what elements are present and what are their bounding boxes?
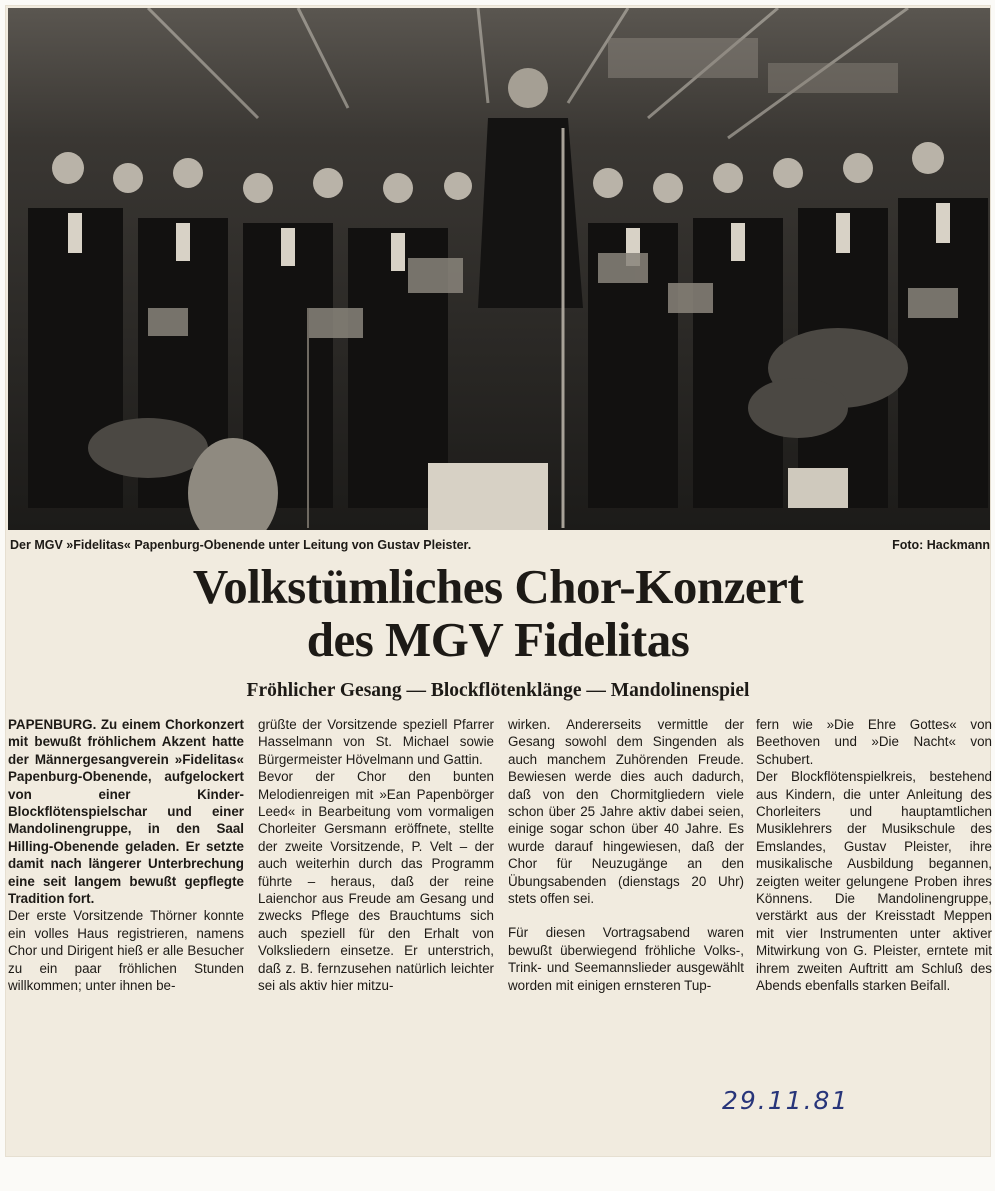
paragraph: Für diesen Vortragsabend waren bewußt überwiegend fröhliche Volks-, Trink- und Seemannslieder ausgewählt worden mit einigen ernsteren Tup- bbox=[508, 925, 744, 993]
paragraph: Der Blockflötenspielkreis, bestehend aus Kindern, die unter Anleitung des Chorleiters und hauptamtlichen Musiklehrers der Musikschule des Emslandes, Gustav Pleister, ihre musikalische Ausbildung begannen, zeigten weiter gelungene Proben ihres Könnens. Die Mandolinengruppe, verstärkt aus der Kreisstadt Meppen mit vier Instrumenten unter aktiver Mitwirkung von G. Pleister, erntete mit ihrem zweiten Auftritt am Schluß des Abends ebenfalls starken Beifall. bbox=[756, 769, 992, 994]
caption-text: Der MGV »Fidelitas« Papenburg-Obenende unter Leitung von Gustav Pleister. bbox=[10, 538, 472, 552]
paragraph: Bevor der Chor den bunten Melodienreigen mit »Ean Papenbörger Leed« in Bearbeitung vom vormaligen Chorleiter Gersmann eröffnete, stellte der zweite Vorsitzende, P. Velt – der auch weiterhin durch das Programm führte – heraus, daß der reine Laienchor aus Freude am Gesang und zwecks Pflege des Brauchtums sich auch speziell für den Erhalt von Volksliedern einsetze. Er unterstrich, daß z. B. fernzusehen natürlich leichter sei als aktiv hier mitzu- bbox=[258, 769, 494, 994]
paragraph: grüßte der Vorsitzende speziell Pfarrer Hasselmann von St. Michael sowie Bürgermeister Hövelmann und Gattin. bbox=[258, 717, 494, 767]
photo-caption bbox=[10, 538, 990, 556]
headline-line-1: Volkstümliches Chor-Konzert bbox=[192, 559, 804, 614]
article-column-3 bbox=[508, 716, 744, 994]
article-column-1 bbox=[8, 716, 244, 995]
handwritten-date: 29.11.81 bbox=[722, 1086, 850, 1115]
subheadline: Fröhlicher Gesang — Blockflötenklänge — Mandolinenspiel bbox=[246, 680, 750, 701]
choir-photo-illustration bbox=[8, 8, 990, 530]
article-column-4 bbox=[756, 716, 992, 995]
lead-paragraph: PAPENBURG. Zu einem Chorkonzert mit bewußt fröhlichem Akzent hatte der Männergesangverein »Fidelitas« Papenburg-Obenende, aufgelockert von einer Kinder-Blockflötenspielschar und einer Mandolinengruppe, in den Saal Hilling-Obenende geladen. Er setzte damit nach längerer Unterbrechung eine seit langem bewußt gepflegte Tradition fort. bbox=[8, 717, 244, 907]
choir-photo bbox=[8, 8, 990, 530]
stamp-mark bbox=[964, 8, 990, 128]
article-column-2 bbox=[258, 716, 494, 995]
photo-credit: Foto: Hackmann bbox=[892, 538, 990, 552]
paragraph: wirken. Andererseits vermittle der Gesang sowohl dem Singenden als auch manchem Zuhörenden Freude. Bewiesen werde dies auch dadurch, daß von den Chormitgliedern viele schon über 25 Jahre aktiv dabei seien, einige sogar schon über 40 Jahre. Es wurde darauf hingewiesen, daß der Chor für Neuzugänge an den Übungsabenden (dienstags 20 Uhr) stets offen sei. bbox=[508, 717, 744, 907]
paragraph: Der erste Vorsitzende Thörner konnte ein volles Haus registrieren, namens Chor und Dirigent hieß er alle Besucher zu ein paar fröhlichen Stunden willkommen; unter ihnen be- bbox=[8, 908, 244, 994]
headline bbox=[6, 560, 990, 666]
headline-line-2: des MGV Fidelitas bbox=[306, 612, 690, 667]
paragraph: fern wie »Die Ehre Gottes« von Beethoven und »Die Nacht« von Schubert. bbox=[756, 717, 992, 767]
